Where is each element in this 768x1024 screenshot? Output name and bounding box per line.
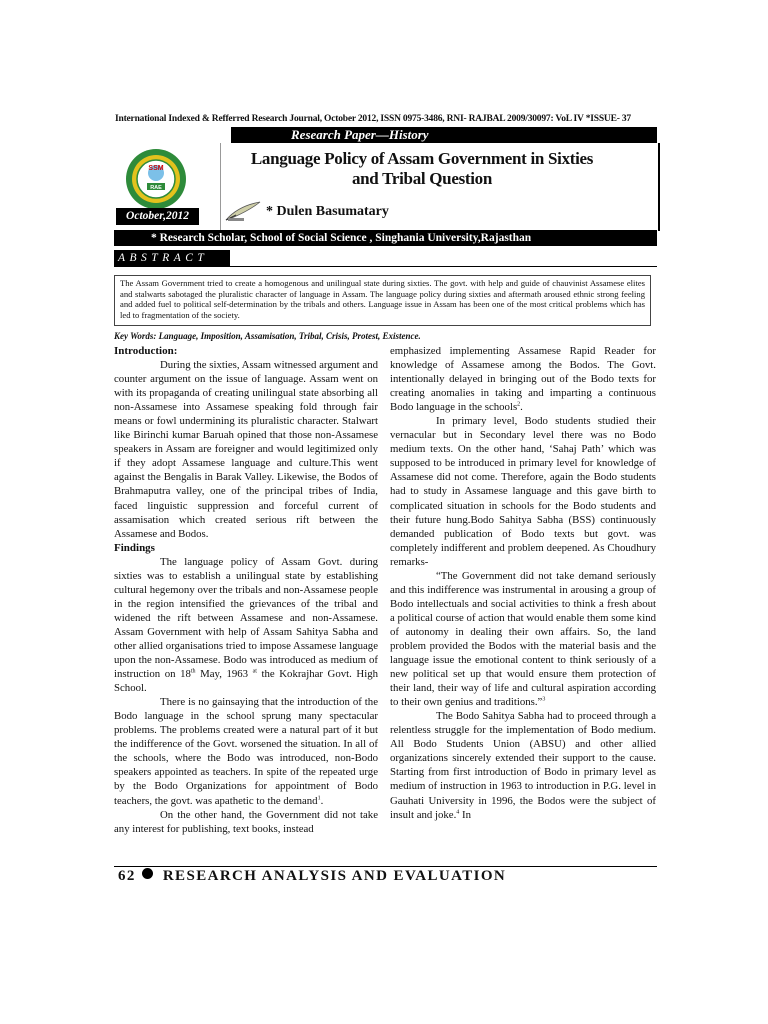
abstract-rule [114,266,657,267]
footnote-ref-1: 1 [317,794,321,801]
findings-text-a: The language policy of Assam Govt. during sixties was to establish a unilingual state by establishing cultural hegemony over the tribals and non-Assamese people in the region intensified the grievances of the tribal and widened the rift between Assamese and non-Assamese. Assam Government with help of Assam Sahitya Sabha and other allied organisations tried to impose Assamese language upon the non-Assamese. Bodo was introduced as medium of instruction on 18 [114,555,378,681]
logo-middle-text: RAE [150,185,162,191]
block-quote [390,569,656,709]
para3-text: There is no gainsaying that the introduction of the Bodo language in the school sprung many spectacular problems. The problems created were a natural part of it but the indifference of the Govt. worsened the situation. In all of the schools, where the Bodo was introduced, non-Bodo speakers appointed as teachers. In spite of the repeated urge by the Bodo Organizations for appointment of Bodo teachers, the govt. was apathetic to the demand [114,696,378,807]
footnote-ref-2: 2 [517,401,521,408]
author-name: * Dulen Basumatary [266,204,389,219]
findings-paragraph [114,555,378,695]
page-number: 62 [118,868,136,884]
findings-text-c: the Kokrajhar Govt. High School. [114,668,378,695]
paper-type-bar [231,127,657,143]
page-footer [118,868,506,885]
body-paragraph: In primary level, Bodo students studied their vernacular but in Secondary level there was no Bodo medium texts. On the other hand, ‘Sahaj Path’ which was supposed to be introduced in primary level for knowledge of Assamese did not come. Therefore, again the Bodo students had to study in Assamese language and this gave birth to complicated situation in schools for the Bodo students and their future hung.Bodo Sahitya Sabha (BSS) continuously demanded publication of Bodo texts but govt. was completely indifferent and problem deepened. As Choudhury remarks- [390,415,656,568]
body-paragraph [390,709,656,821]
footnote-ref-4: 4 [456,808,460,815]
affiliation-text: * Research Scholar, School of Social Science , Singhania University,Rajasthan [151,232,532,244]
findings-text-b: May, 1963 [195,668,253,681]
footer-journal-name: RESEARCH ANALYSIS AND EVALUATION [162,868,507,884]
keywords: Key Words: Language, Imposition, Assamisation, Tribal, Crisis, Protest, Existence. [114,331,421,341]
journal-header: International Indexed & Refferred Research Journal, October 2012, ISSN 0975-3486, RNI- RAJBAL 2009/30097: VoL IV *ISSUE- 37 [115,114,631,124]
abstract-box: The Assam Government tried to create a homogenous and unilingual state during sixties. The govt. with help and guide of chauvinist Assamese elites and stalwarts sabotaged the pluralistic character of language in Assam. The language policy during sixties and aftermath aroused ethnic strong feeling and added fuel to political self-determination by the tribals and others. Language issue in Assam has been one of the most critical problems which has led to fragmentation of the society. [114,275,651,326]
bullet-icon [142,868,153,879]
right-para3-end: In [459,808,471,821]
body-paragraph: On the other hand, the Government did not take any interest for publishing, text books, instead [114,808,378,835]
footer-rule [114,866,657,867]
footnote-ref-3: 3 [542,696,546,703]
body-paragraph [390,344,656,414]
body-paragraph [114,695,378,807]
affiliation-bar [114,230,657,246]
right-para3-text: The Bodo Sahitya Sabha had to proceed through a relentless struggle for the implementation of Bodo medium. All Bodo Students Union (ABSU) and other allied organizations sincerely extended their support to the cause. Starting from first introduction of Bodo in primary level as medium of instruction in 1963 to introduction in P.G. level in Gauhati University in 1996, the Bodos were the subject of insult and joke. [390,710,656,821]
findings-sup-2: at [252,668,257,675]
paper-title [222,149,622,189]
title-line-2: and Tribal Question [351,169,493,188]
abstract-heading-bar [114,250,230,267]
right-para1-text: emphasized implementing Assamese Rapid Reader for knowledge of Assamese among the Bodos. The Govt. intentionally delayed in bringing out of the Bodo texts for creating anomalies in taking and imparting a continuous Bodo language in the schools [390,345,656,414]
introduction-heading: Introduction: [114,345,178,357]
findings-sup-1: th [190,668,196,675]
paper-type-label: Research Paper—History [291,127,429,142]
quote-text: “The Government did not take demand seriously and this indifference was instrumental in arousing a group of Bodo intellectuals and social activities to think a fresh about a political course of action that would enable them some kind of autonomy in dealing their own affairs. So, the land problem provided the Bodos with the material basis and the language issue the emotional content to think seriously of a new political set up that would ensure them protection of their land, their way of life and cultural aspiration according to their own genius and traditions.” [390,569,656,709]
quill-pen-icon [224,200,264,222]
introduction-paragraph: During the sixties, Assam witnessed argument and counter argument on the issue of language. Assam went on with its propaganda of creating unilingual state absorbing all non-Assamese into Assamese speaking fold through fair means or fowl undermining its pluralistic character. Stalwart like Birinchi kumar Baruah opined that those non-Assamese speakers in Assam are foreigner and would legitimized only if they adopt Assamese language and culture.This went against the Bengalis in Barak Valley. Likewise, the Bodos of Brahmaputra valley, one of the principal tribes of India, faced linguistic suppression and forceful current of assamisation which created serious rift between the Assamese and Bodos. [114,359,378,540]
date-badge: October,2012 [116,208,199,225]
findings-heading: Findings [114,541,155,554]
title-line-1: Language Policy of Assam Government in Sixties [250,149,594,168]
journal-logo-icon [125,148,187,210]
left-column [114,344,378,836]
abstract-heading: ABSTRACT [118,252,209,264]
logo-top-text: SSM [148,165,164,172]
right-column [390,344,656,822]
para3-end: . [320,794,324,807]
right-para1-end: . [520,401,523,414]
